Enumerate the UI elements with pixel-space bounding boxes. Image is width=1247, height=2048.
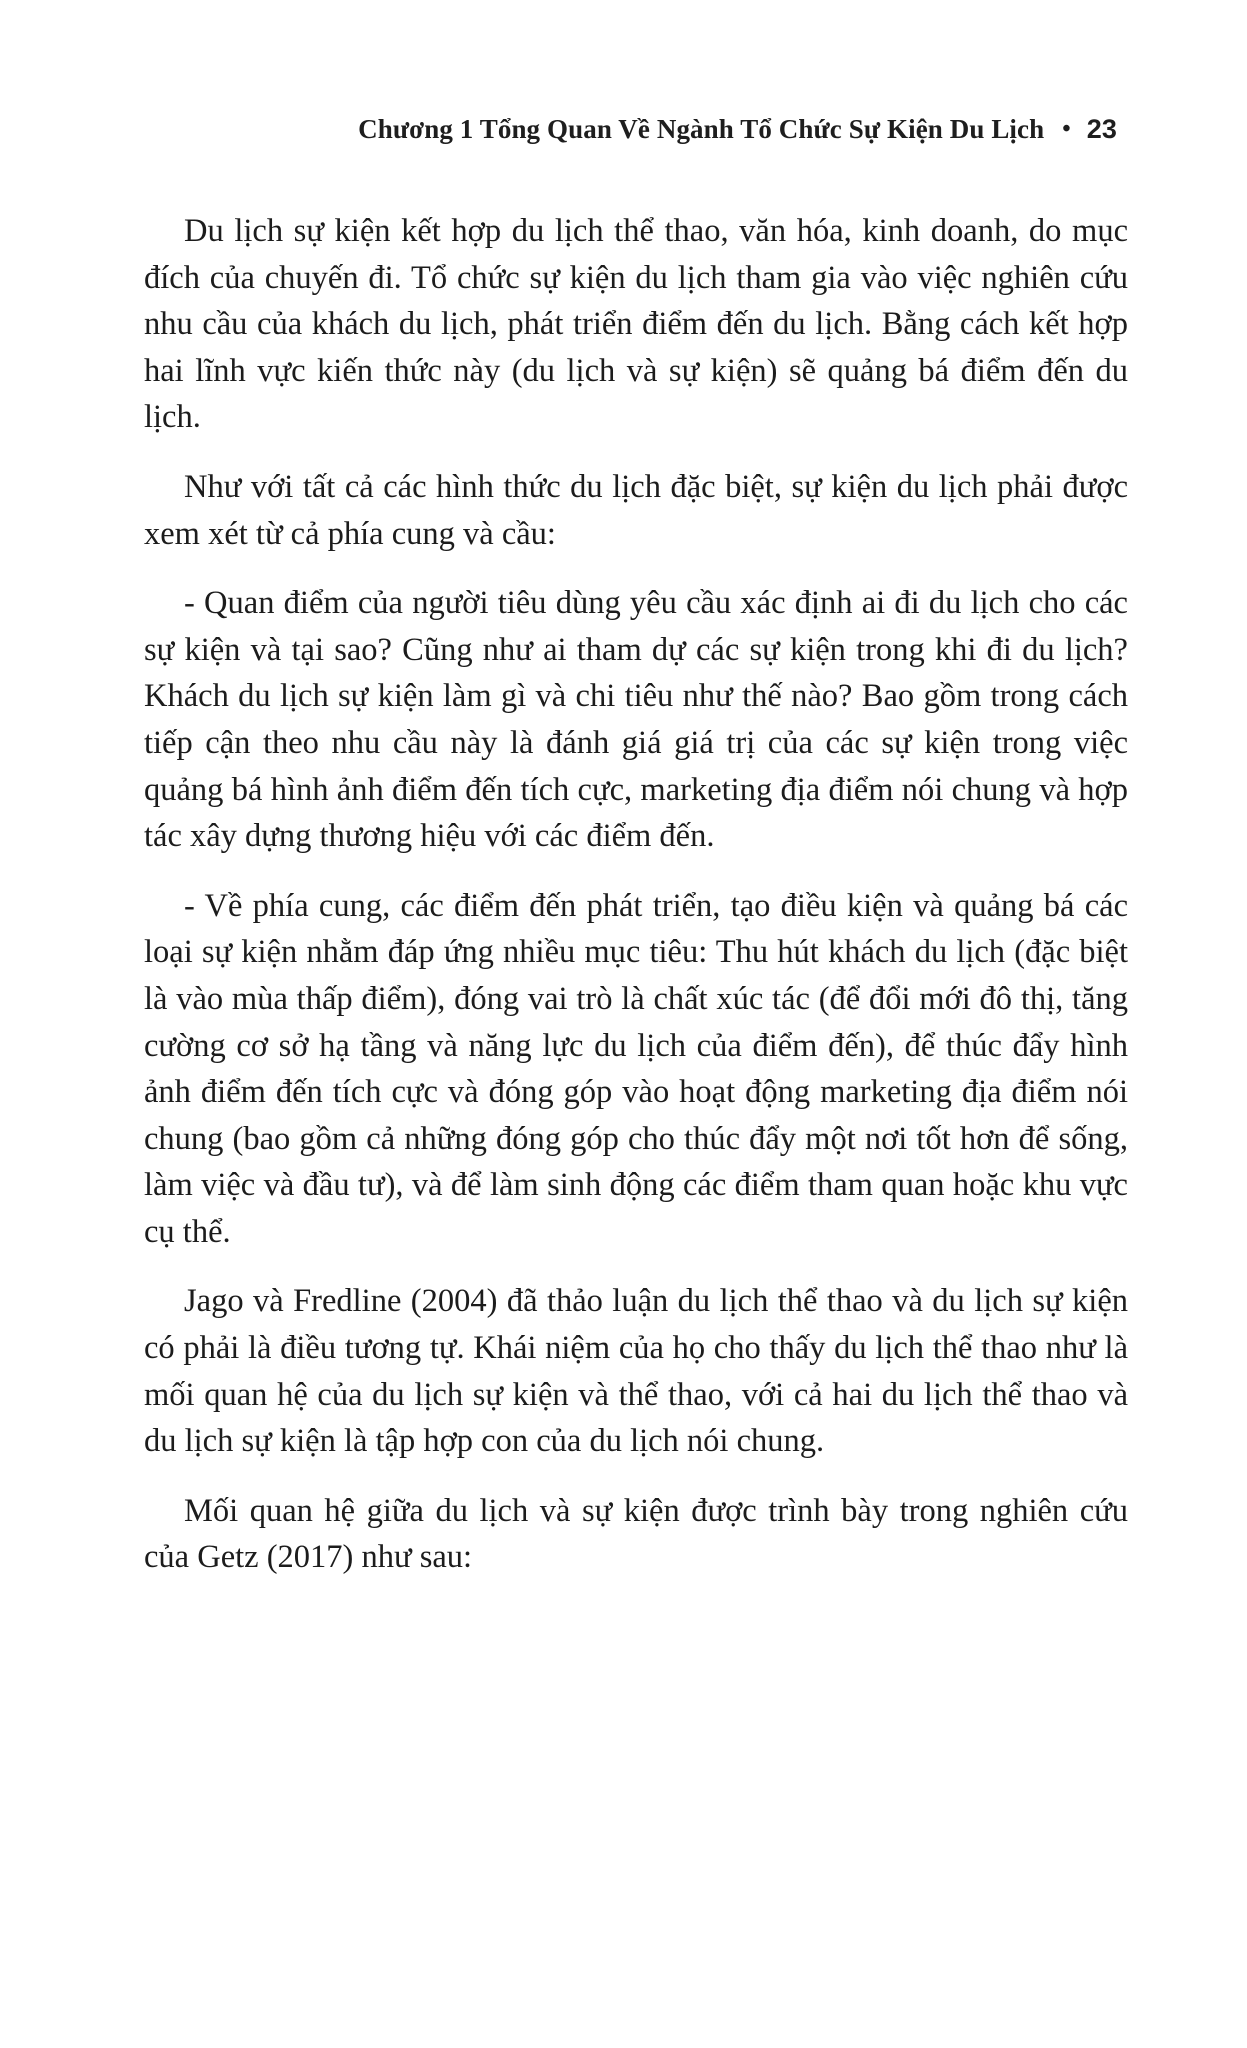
paragraph: - Quan điểm của người tiêu dùng yêu cầu xác định ai đi du lịch cho các sự kiện và tại sao? Cũng như ai tham dự các sự kiện trong khi đi du lịch? Khách du lịch sự kiện làm gì và chi tiêu như thế nào? Bao gồm trong cách tiếp cận theo nhu cầu này là đánh giá giá trị của các sự kiện trong việc quảng bá hình ảnh điểm đến tích cực, marketing địa điểm nói chung và hợp tác xây dựng thương hiệu với các điểm đến.: [144, 585, 1128, 855]
running-header: [358, 114, 1117, 145]
paragraph: - Về phía cung, các điểm đến phát triển, tạo điều kiện và quảng bá các loại sự kiện nhằm đáp ứng nhiều mục tiêu: Thu hút khách du lịch (đặc biệt là vào mùa thấp điểm), đóng vai trò là chất xúc tác (để đổi mới đô thị, tăng cường cơ sở hạ tầng và năng lực du lịch của điểm đến), để thúc đẩy hình ảnh điểm đến tích cực và đóng góp vào hoạt động marketing địa điểm nói chung (bao gồm cả những đóng góp cho thúc đẩy một nơi tốt hơn để sống, làm việc và đầu tư), và để làm sinh động các điểm tham quan hoặc khu vực cụ thể.: [144, 887, 1128, 1250]
chapter-title: Chương 1 Tổng Quan Về Ngành Tổ Chức Sự Kiện Du Lịch: [358, 114, 1045, 144]
paragraph: Mối quan hệ giữa du lịch và sự kiện được trình bày trong nghiên cứu của Getz (2017) như sau:: [144, 1492, 1128, 1576]
page-number: 23: [1086, 114, 1117, 144]
paragraph: Jago và Fredline (2004) đã thảo luận du lịch thể thao và du lịch sự kiện có phải là điều tương tự. Khái niệm của họ cho thấy du lịch thể thao như là mối quan hệ của du lịch sự kiện và thể thao, với cả hai du lịch thể thao và du lịch sự kiện là tập hợp con của du lịch nói chung.: [144, 1283, 1128, 1460]
header-separator: •: [1062, 116, 1071, 142]
paragraph: Như với tất cả các hình thức du lịch đặc biệt, sự kiện du lịch phải được xem xét từ cả phía cung và cầu:: [144, 468, 1128, 552]
body-text: [144, 208, 1128, 1581]
paragraph: Du lịch sự kiện kết hợp du lịch thể thao, văn hóa, kinh doanh, do mục đích của chuyến đi. Tổ chức sự kiện du lịch tham gia vào việc nghiên cứu nhu cầu của khách du lịch, phát triển điểm đến du lịch. Bằng cách kết hợp hai lĩnh vực kiến thức này (du lịch và sự kiện) sẽ quảng bá điểm đến du lịch.: [144, 213, 1128, 436]
